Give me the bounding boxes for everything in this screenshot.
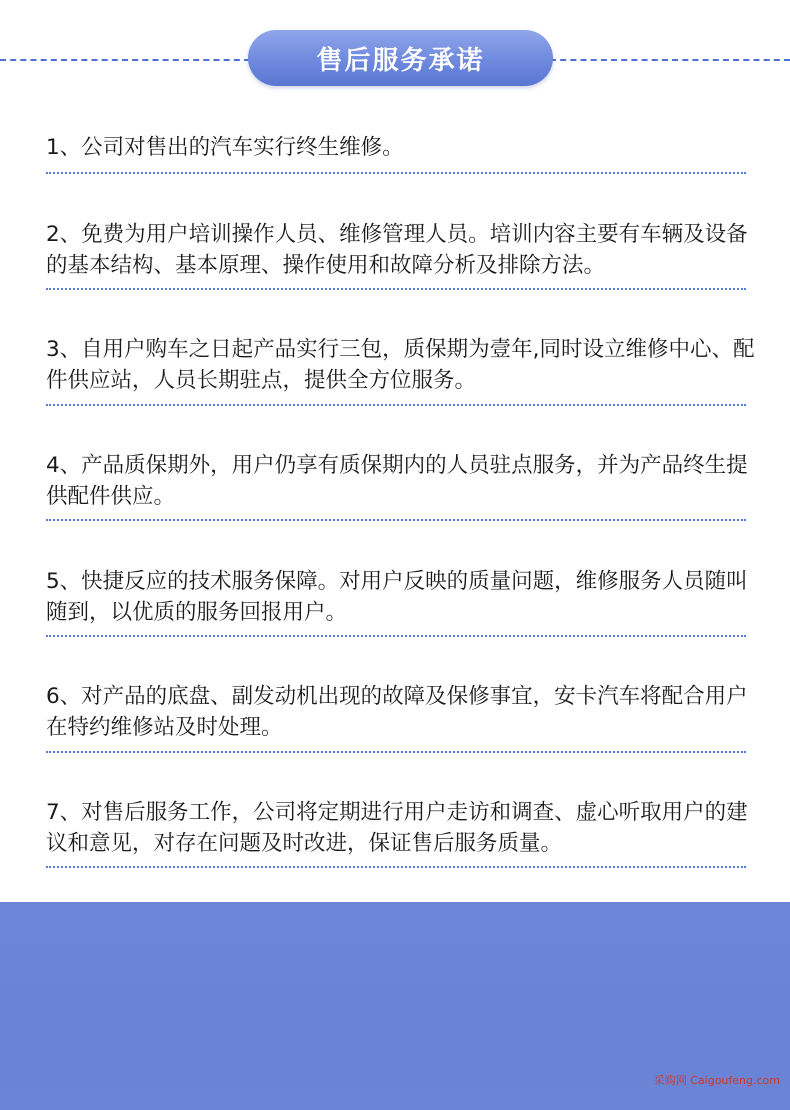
list-item-text: 5、快捷反应的技术服务保障。对用户反映的质量问题，维修服务人员随叫随到，以优质的服务回报用户。	[46, 569, 748, 625]
watermark: 采购网 Caigoufeng.com	[653, 1074, 780, 1087]
list-item-text: 7、对售后服务工作，公司将定期进行用户走访和调查、虚心听取用户的建议和意见，对存在问题及时改进，保证售后服务质量。	[46, 800, 748, 856]
list-item	[46, 450, 756, 512]
list-item-text: 3、自用户购车之日起产品实行三包，质保期为壹年,同时设立维修中心、配件供应站，人员长期驻点，提供全方位服务。	[46, 337, 755, 393]
dotted-divider	[46, 635, 746, 637]
header-dashed-line-left	[0, 59, 250, 61]
footer-band	[0, 902, 790, 1110]
dotted-divider	[46, 866, 746, 868]
dotted-divider	[46, 519, 746, 521]
list-item-text: 1、公司对售出的汽车实行终生维修。	[46, 135, 404, 160]
list-item	[46, 219, 756, 281]
list-item-text: 4、产品质保期外，用户仍享有质保期内的人员驻点服务，并为产品终生提供配件供应。	[46, 453, 748, 509]
dotted-divider	[46, 288, 746, 290]
list-item	[46, 334, 756, 396]
list-item	[46, 797, 756, 859]
title-banner	[248, 30, 553, 86]
list-item	[46, 132, 756, 163]
dotted-divider	[46, 172, 746, 174]
dotted-divider	[46, 404, 746, 406]
list-item-text: 6、对产品的底盘、副发动机出现的故障及保修事宜，安卡汽车将配合用户在特约维修站及时处理。	[46, 684, 748, 740]
dotted-divider	[46, 751, 746, 753]
page-title: 售后服务承诺	[316, 45, 485, 76]
list-item	[46, 566, 756, 628]
header-dashed-line-right	[550, 59, 790, 61]
list-item-text: 2、免费为用户培训操作人员、维修管理人员。培训内容主要有车辆及设备的基本结构、基本原理、操作使用和故障分析及排除方法。	[46, 222, 748, 278]
list-item	[46, 681, 756, 743]
